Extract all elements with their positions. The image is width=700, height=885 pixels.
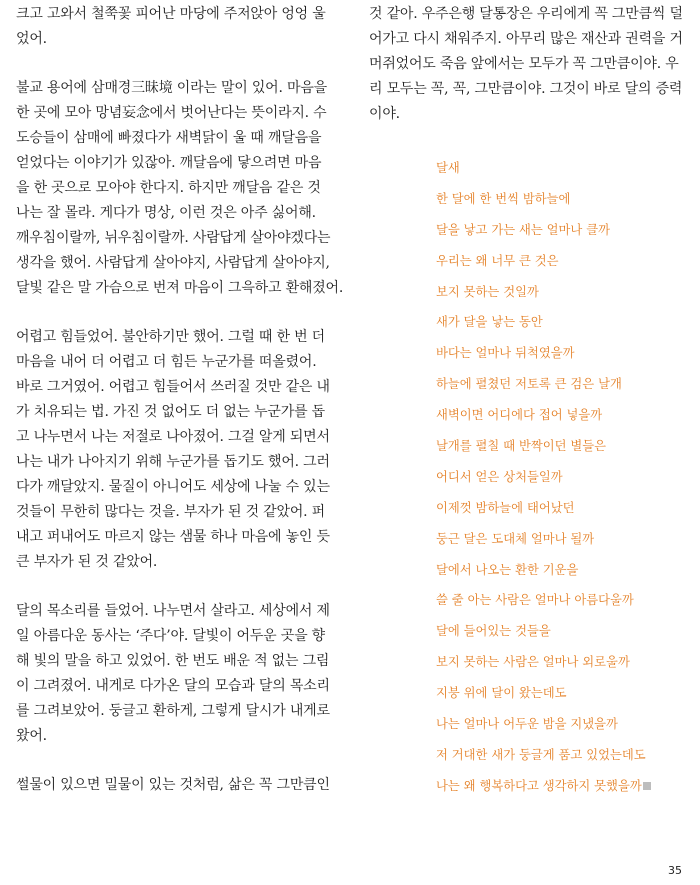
text-line: 한 곳에 모아 망념妄念에서 벗어난다는 뜻이라지. 수 — [16, 105, 327, 121]
text-line: 크고 고와서 철쭉꽃 피어난 마당에 주저앉아 엉엉 울 — [16, 6, 326, 22]
poem-line: 이제껏 밤하늘에 태어났던 — [436, 500, 575, 515]
left-column — [16, 2, 344, 822]
text-line: 바로 그거였어. 어렵고 힘들어서 쓰러질 것만 같은 내 — [16, 379, 330, 395]
poem-title: 달새 — [436, 161, 460, 175]
poem-line: 한 달에 한 번씩 밤하늘에 — [436, 191, 571, 206]
right-column-prose — [369, 2, 681, 127]
poem-line: 쓸 줄 아는 사람은 얼마나 아름다울까 — [436, 593, 634, 608]
poem-line: 날개를 펼칠 때 반짝이던 별들은 — [436, 439, 607, 454]
poem-line: 달에서 나오는 환한 기운을 — [436, 562, 579, 577]
text-line: 해 빛의 말을 하고 있었어. 한 번도 배운 적 없는 그림 — [16, 653, 330, 669]
poem-line: 저 거대한 새가 둥글게 품고 있었는데도 — [436, 747, 646, 762]
poem-line: 달을 낳고 가는 새는 얼마나 클까 — [436, 222, 610, 237]
poem-line: 보지 못하는 사람은 얼마나 외로울까 — [436, 655, 630, 670]
poem-line: 보지 못하는 것일까 — [436, 284, 539, 299]
text-line: 고 나누면서 나는 저절로 나아졌어. 그걸 알게 되면서 — [16, 429, 330, 445]
paragraph-4 — [16, 599, 328, 749]
poem-line: 나는 얼마나 어두운 밤을 지냈을까 — [436, 717, 618, 732]
text-line: 일 아름다운 동사는 ‘주다’야. 달빛이 어두운 곳을 향 — [16, 628, 325, 644]
text-line: 마음을 내어 더 어렵고 더 힘든 누군가를 떠올렸어. — [16, 354, 317, 370]
text-line: 달빛 같은 말 가슴으로 번져 마음이 그윽하고 환해졌어. — [16, 280, 344, 296]
text-line: 나는 잘 몰라. 게다가 명상, 이런 것은 아주 싫어해. — [16, 205, 316, 221]
poem-line: 새가 달을 낳는 동안 — [436, 315, 543, 330]
text-line: 내고 퍼내어도 마르지 않는 샘물 하나 마음에 놓인 듯 — [16, 529, 330, 545]
poem-line-text: 나는 왜 행복하다고 생각하지 못했을까 — [436, 778, 642, 793]
text-line: 달의 목소리를 들었어. 나누면서 살라고. 세상에서 제 — [16, 603, 330, 619]
text-line: 것 같아. 우주은행 달통장은 우리에게 꼭 그만큼씩 덜 — [369, 6, 683, 22]
text-line: 를 그려보았어. 둥글고 환하게, 그렇게 달시가 내게로 — [16, 703, 330, 719]
text-line: 썰물이 있으면 밀물이 있는 것처럼, 삶은 꼭 그만큼인 — [16, 777, 330, 793]
text-line: 큰 부자가 된 것 같았어. — [16, 554, 158, 570]
text-line: 리 모두는 꼭, 꼭, 그만큼이야. 그것이 바로 달의 증력 — [369, 81, 683, 97]
paragraph-1 — [16, 2, 328, 52]
poem-line: 새벽이면 어디에다 접어 넣을까 — [436, 408, 603, 423]
text-line: 불교 용어에 삼매경三昧境 이라는 말이 있어. 마음을 — [16, 80, 327, 96]
text-line: 생각을 했어. 사람답게 살아야지, 사람답게 살아야지, — [16, 255, 330, 271]
paragraph-5 — [16, 773, 328, 798]
text-line: 이야. — [369, 106, 400, 122]
poem-line: 어디서 얻은 상처들일까 — [436, 469, 563, 484]
poem-line: 우리는 왜 너무 큰 것은 — [436, 253, 559, 268]
text-line: 었어. — [16, 31, 47, 47]
text-line: 왔어. — [16, 728, 47, 744]
poem-line: 둥근 달은 도대체 얼마나 될까 — [436, 531, 595, 546]
poem-line: 지붕 위에 달이 왔는데도 — [436, 686, 567, 701]
poem — [436, 158, 651, 807]
paragraph-2 — [16, 76, 344, 301]
text-line: 나는 내가 나아지기 위해 누군가를 돕기도 했어. 그러 — [16, 454, 330, 470]
text-line: 도승들이 삼매에 빠졌다가 새벽닭이 울 때 깨달음을 — [16, 130, 322, 146]
text-line: 가 치유되는 법. 가진 것 없어도 더 없는 누군가를 돕 — [16, 404, 325, 420]
text-line: 어렵고 힘들었어. 불안하기만 했어. 그럴 때 한 번 더 — [16, 329, 325, 345]
text-line: 어가고 다시 채워주지. 아무리 많은 재산과 권력을 거 — [369, 31, 683, 47]
poem-line: 하늘에 펼쳤던 저토록 큰 검은 날개 — [436, 377, 622, 392]
text-line: 깨우침이랄까, 뉘우침이랄까. 사람답게 살아야겠다는 — [16, 230, 331, 246]
text-line: 이 그려졌어. 내게로 다가온 달의 모습과 달의 목소리 — [16, 678, 330, 694]
end-mark-square-icon — [643, 782, 651, 790]
poem-last-line — [436, 776, 651, 807]
text-line: 얻었다는 이야기가 있잖아. 깨달음에 닿으려면 마음 — [16, 155, 322, 171]
text-line: 을 한 곳으로 모아야 한다지. 하지만 깨달음 같은 것 — [16, 180, 321, 196]
text-line: 것들이 무한히 많다는 것을. 부자가 된 것 같았어. 퍼 — [16, 504, 325, 520]
text-line: 머쥐었어도 죽음 앞에서는 모두가 꼭 그만큼이야. 우 — [369, 56, 679, 72]
poem-line: 바다는 얼마나 뒤척였을까 — [436, 346, 575, 361]
paragraph-3 — [16, 325, 328, 575]
text-line: 다가 깨달았지. 물질이 아니어도 세상에 나눌 수 있는 — [16, 479, 330, 495]
poem-line: 달에 들어있는 것들을 — [436, 624, 551, 639]
page-number: 35 — [668, 864, 682, 877]
